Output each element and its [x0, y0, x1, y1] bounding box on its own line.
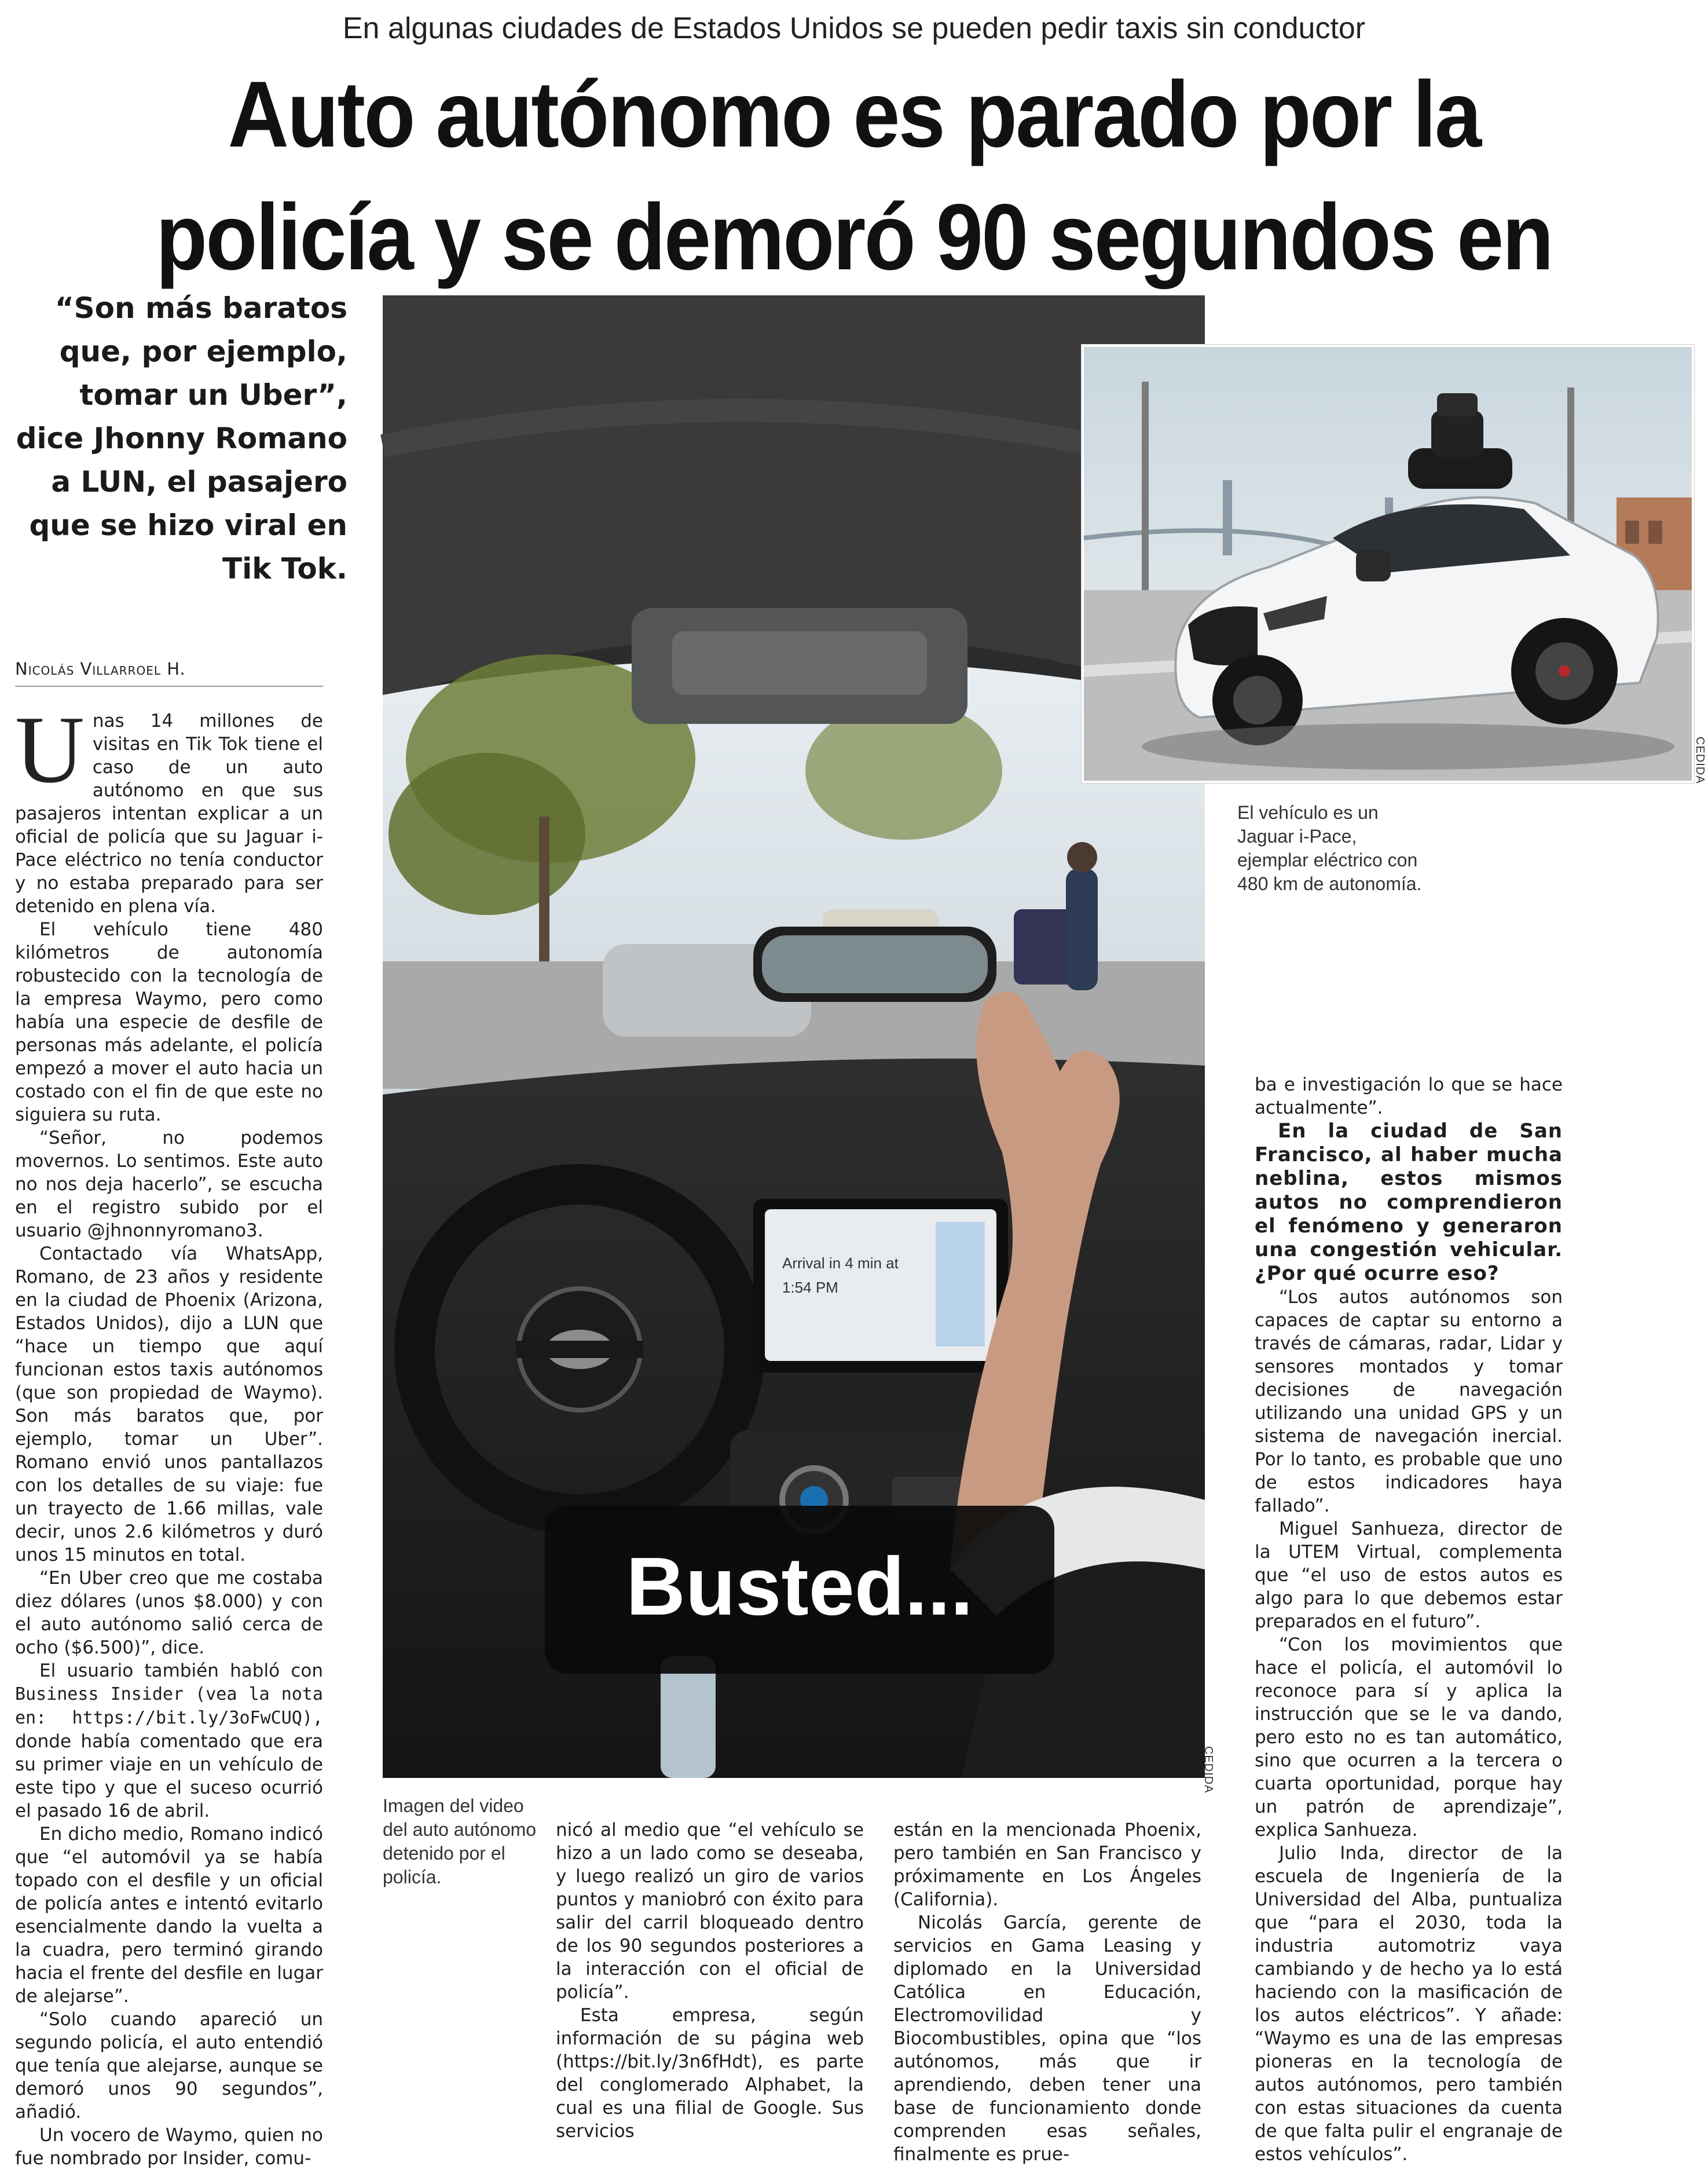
- photo-credit: CEDIDA: [1694, 737, 1706, 784]
- car-photo: [1082, 345, 1694, 783]
- article-column-1: [15, 696, 323, 2169]
- photo-caption: El vehículo es un Jaguar i-Pace, ejemplar eléctrico con 480 km de autonomía.: [1237, 802, 1422, 894]
- paragraph: Miguel Sanhueza, director de la UTEM Virtual, complementa que “el uso de estos autos es algo para lo que debemos estar preparados en el futuro”.: [1255, 1518, 1563, 1632]
- paragraph: Julio Inda, director de la escuela de Ingeniería de la Universidad del Alba, puntualiza que “para el 2030, toda la industria automotriz vaya cambiando y de hecho ya lo está haciendo con la masificación de los autos eléctricos”. Y añade: “Waymo es una de las empresas pioneras en la tecnología de autos autónomos, pero también con estas situaciones da cuenta de que falta pulir el engranaje de estos vehículos”.: [1255, 1843, 1563, 2165]
- paragraph: Un vocero de Waymo, quien no fue nombrado por Insider, comu-: [15, 2125, 323, 2169]
- paragraph: “Señor, no podemos movernos. Lo sentimos. Este auto no nos deja hacerlo”, se escucha en el registro subido por el usuario @jhnonnyromano3.: [15, 1128, 323, 1241]
- paragraph: “Los autos autónomos son capaces de captar su entorno a través de cámaras, radar, Lidar y sensores montados y tomar decisiones de navegación utilizando una unidad GPS y un sistema de navegación inercial. Por lo tanto, es probable que uno de estos indicadores haya fallado”.: [1255, 1287, 1563, 1516]
- paragraph: “Con los movimientos que hace el policía, el automóvil lo reconoce para sí y aplica la instrucción que se le va dando, pero esto no es tan automático, sino que ocurren a la tercera o cuarta oportunidad, porque hay un patrón de aprendizaje”, explica Sanhueza.: [1255, 1634, 1563, 1840]
- mono-reference: Business Insider (vea la nota en: https://bit.ly/3oFwCUQ),: [15, 1684, 323, 1728]
- paragraph: ba e investigación lo que se hace actualmente”.: [1255, 1074, 1563, 1118]
- pull-quote: “Son más baratos que, por ejemplo, tomar un Uber”, dice Jhonny Romano a LUN, el pasajero que se hizo viral en Tik Tok.: [16, 291, 347, 586]
- paragraph: Contactado vía WhatsApp, Romano, de 23 años y residente en la ciudad de Phoenix (Arizona, Estados Unidos), dijo a LUN que “hace un tiempo que aquí funcionan estos taxis autónomos (que son propiedad de Waymo). Son más baratos que, por ejemplo, tomar un Uber”. Romano envió unos pantallazos con los detalles de su viaje: fue un trayecto de 1.66 millas, vale decir, unos 2.6 kilómetros y duró unos 15 minutos en total.: [15, 1243, 323, 1565]
- screen-text: Arrival in 4 min at: [782, 1254, 899, 1272]
- byline: Nicolás Villarroel H.: [15, 659, 323, 687]
- paragraph: El vehículo tiene 480 kilómetros de autonomía robustecido con la tecnología de la empresa Waymo, pero como había una especie de desfile de personas más adelante, el policía empezó a mover el auto hacia un costado con el fin de que este no siguiera su ruta.: [15, 919, 323, 1125]
- interview-question: En la ciudad de San Francisco, al haber mucha neblina, estos mismos autos no comprendieron el fenómeno y generaron una congestión vehicular. ¿Por qué ocurre eso?: [1255, 1119, 1563, 1285]
- article-column-2: [556, 1818, 864, 2142]
- headline: Auto autónomo es parado por la policía y se demoró 90 segundos en: [156, 62, 1552, 290]
- kicker: En algunas ciudades de Estados Unidos se pueden pedir taxis sin conductor: [342, 12, 1366, 45]
- photo-credit: CEDIDA: [1202, 1746, 1215, 1794]
- screen-text: 1:54 PM: [782, 1279, 838, 1296]
- paragraph: El usuario también habló con Business Insider (vea la nota en: https://bit.ly/3oFwCUQ), donde había comentado que era su primer viaje en un vehículo de este tipo y que el suceso ocurrió el pasado 16 de abril.: [15, 1660, 323, 1821]
- busted-caption-overlay: Busted...: [626, 1540, 973, 1633]
- paragraph: Nicolás García, gerente de servicios en Gama Leasing y diplomado en la Universidad Católica en Educación, Electromovilidad y Biocombustibles, opina que “los autónomos, más que ir aprendiendo, deben tener una base de funcionamiento donde comprenden esas señales, finalmente es prue-: [893, 1912, 1201, 2165]
- paragraph: están en la mencionada Phoenix, pero también en San Francisco y próximamente en Los Ángeles (California).: [893, 1820, 1201, 1910]
- article-column-4: [1255, 1073, 1563, 2165]
- drop-cap: U: [15, 696, 85, 803]
- jaguar-car-illustration: [1084, 347, 1692, 781]
- article-column-3: [893, 1818, 1201, 2165]
- photo-caption: Imagen del video del auto autónomo detenido por el policía.: [383, 1795, 537, 1887]
- paragraph: Unas 14 millones de visitas en Tik Tok tiene el caso de un auto autónomo en que sus pasajeros intentan explicar a un oficial de policía que su Jaguar i-Pace eléctrico no tenía conductor y no estaba preparado para ser detenido en plena vía.: [15, 696, 323, 917]
- paragraph: Esta empresa, según información de su página web (https://bit.ly/3n6fHdt), es parte del conglomerado Alphabet, la cual es una filial de Google. Sus servicios: [556, 2005, 864, 2142]
- paragraph: “En Uber creo que me costaba diez dólares (unos $8.000) y con el auto autónomo salió cerca de ocho ($6.500)”, dice.: [15, 1568, 323, 1658]
- paragraph: En dicho medio, Romano indicó que “el automóvil ya se había topado con el desfile y un oficial de policía antes e intentó evitarlo esencialmente dando la vuelta a la cuadra, pero terminó girando hacia el frente del desfile en lugar de alejarse”.: [15, 1824, 323, 2007]
- paragraph: “Solo cuando apareció un segundo policía, el auto entendió que tenía que alejarse, aunque se demoró unos 90 segundos”, añadió.: [15, 2009, 323, 2123]
- paragraph: nicó al medio que “el vehículo se hizo a un lado como se deseaba, y luego realizó un giro de varios puntos y maniobró con éxito para salir del carril bloqueado dentro de los 90 segundos posteriores a la interacción con el oficial de policía”.: [556, 1820, 864, 2003]
